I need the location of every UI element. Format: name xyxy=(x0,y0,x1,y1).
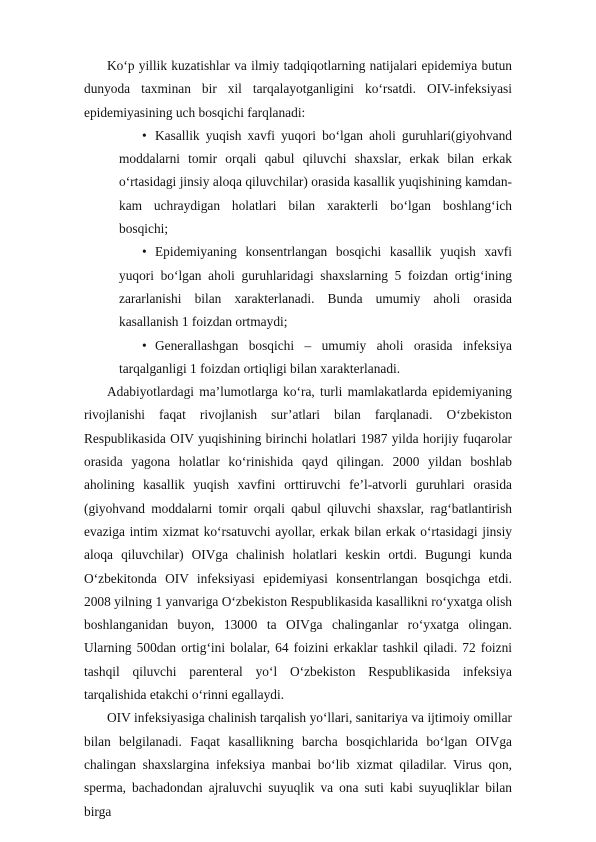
body-paragraph: Adabiyotlardagi ma’lumotlarga ko‘ra, turli mamlakatlarda epidemiyaning rivojlanishi faqat rivojlanish sur’atlari bilan farqlanadi. O‘zbekiston Respublikasida OIV yuqishining birinchi holatlari 1987 yilda horijiy fuqarolar orasida yagona holatlar ko‘rinishida qayd qilingan. 2000 yildan boshlab aholining kasallik yuqish xavfini orttiruvchi fe’l-atvorli guruhlari orasida (giyohvand moddalarni tomir orqali qabul qiluvchi shaxslar, rag‘batlantirish evaziga intim xizmat ko‘rsatuvchi ayollar, erkak bilan erkak o‘rtasidagi jinsiy aloqa qiluvchilar) OIVga chalinish holatlari keskin ortdi. Bugungi kunda O‘zbekitonda OIV infeksiyasi epidemiyasi konsentrlangan bosqichga etdi. 2008 yilning 1 yanvariga O‘zbekiston Respublikasida kasallikni ro‘yxatga olish boshlanganidan buyon, 13000 ta OIVga chalinganlar ro‘yxatga olingan. Ularning 500dan ortig‘ini bolalar, 64 foizini erkaklar tashkil qiladi. 72 foizni tashqil qiluvchi parenteral yo‘l O‘zbekiston Respublikasida infeksiya tarqalishida etakchi o‘rinni egallaydi. xyxy=(84,384,512,703)
list-item xyxy=(119,124,512,240)
stages-list xyxy=(84,124,512,380)
stage-text: Generallashgan bosqichi – umumiy aholi orasida infeksiya tarqalganligi 1 foizdan ortiqligi bilan xarakterlanadi. xyxy=(119,337,512,376)
bullet-icon: • xyxy=(142,127,147,143)
bullet-icon: • xyxy=(142,337,147,353)
stage-text: Kasallik yuqish xavfi yuqori bo‘lgan aholi guruhlari(giyohvand moddalarni tomir orqali qabul qiluvchi shaxslar, erkak bilan erkak o‘rtasidagi jinsiy aloqa qiluvchilar) orasida kasallik yuqishining kamdan-kam uchraydigan holatlari bilan xarakterli bo‘lgan boshlang‘ich bosqichi; xyxy=(119,127,512,237)
intro-paragraph: Ko‘p yillik kuzatishlar va ilmiy tadqiqotlarning natijalari epidemiya butun dunyoda taxminan bir xil tarqalayotganligini ko‘rsatdi. OIV-infeksiyasi epidemiyasining uch bosqichi farqlanadi: xyxy=(84,58,512,120)
bullet-icon: • xyxy=(142,244,147,260)
stage-text: Epidemiyaning konsentrlangan bosqichi kasallik yuqish xavfi yuqori bo‘lgan aholi guruhlaridagi shaxslarning 5 foizdan ortig‘ining zararlanishi bilan xarakterlanadi. Bunda umumiy aholi orasida kasallanish 1 foizdan ortmaydi; xyxy=(119,244,512,330)
document-page xyxy=(84,54,512,823)
list-item xyxy=(119,240,512,333)
list-item xyxy=(119,334,512,381)
body-paragraph: OIV infeksiyasiga chalinish tarqalish yo‘llari, sanitariya va ijtimoiy omillar bilan belgilanadi. Faqat kasallikning barcha bosqichlarida bo‘lgan OIVga chalingan shaxslargina infeksiya manbai bo‘lib xizmat qiladilar. Virus qon, sperma, bachadondan ajraluvchi suyuqlik va ona suti kabi suyuqliklar bilan birga xyxy=(84,710,512,819)
